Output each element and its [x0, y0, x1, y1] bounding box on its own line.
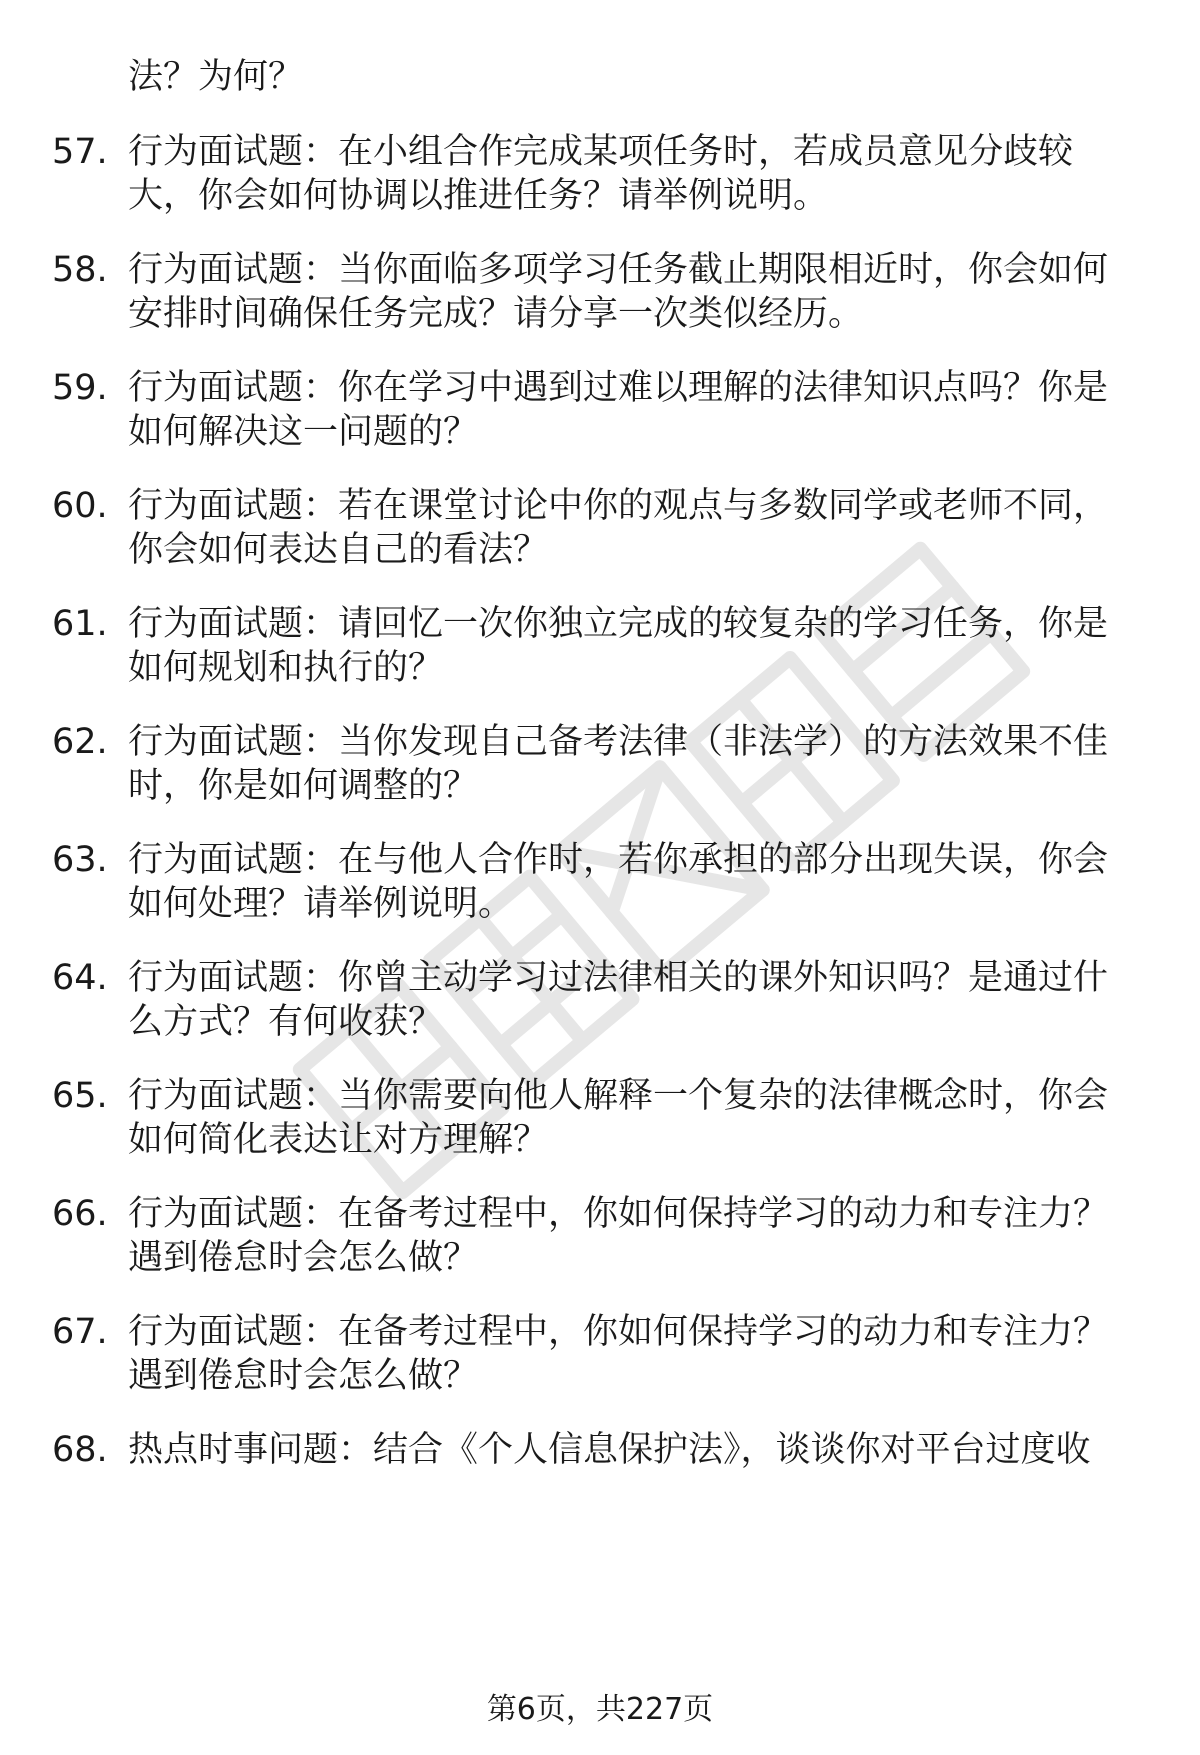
item-63-line-1: 行为面试题：在与他人合作时，若你承担的部分出现失误，你会: [128, 840, 1109, 880]
page-footer: 第6页，共227页: [486, 1692, 714, 1727]
item-60-line-1: 行为面试题：若在课堂讨论中你的观点与多数同学或老师不同，: [128, 486, 1109, 526]
item-61-line-2: 如何规划和执行的？: [128, 648, 444, 688]
item-60-line-2: 你会如何表达自己的看法？: [128, 530, 549, 570]
item-number-63: 63.: [52, 840, 108, 880]
item-59-line-2: 如何解决这一问题的？: [128, 412, 479, 452]
item-number-65: 65.: [52, 1076, 108, 1116]
item-64-line-1: 行为面试题：你曾主动学习过法律相关的课外知识吗？是通过什: [128, 958, 1109, 998]
item-68-line-1: 热点时事问题：结合《个人信息保护法》，谈谈你对平台过度收: [128, 1430, 1091, 1470]
item-number-67: 67.: [52, 1312, 108, 1352]
item-number-68: 68.: [52, 1430, 108, 1470]
item-number-62: 62.: [52, 722, 108, 762]
item-number-58: 58.: [52, 250, 108, 290]
item-number-61: 61.: [52, 604, 108, 644]
item-67-line-1: 行为面试题：在备考过程中，你如何保持学习的动力和专注力？: [128, 1312, 1109, 1352]
item-number-66: 66.: [52, 1194, 108, 1234]
item-number-57: 57.: [52, 132, 108, 172]
item-61-line-1: 行为面试题：请回忆一次你独立完成的较复杂的学习任务，你是: [128, 604, 1109, 644]
item-65-line-2: 如何简化表达让对方理解？: [128, 1120, 549, 1160]
item-57-line-1: 行为面试题：在小组合作完成某项任务时，若成员意见分歧较: [128, 132, 1074, 172]
continuation-text: 法？为何？: [128, 57, 304, 97]
item-66-line-1: 行为面试题：在备考过程中，你如何保持学习的动力和专注力？: [128, 1194, 1109, 1234]
item-64-line-2: 么方式？有何收获？: [128, 1002, 444, 1042]
item-62-line-2: 时，你是如何调整的？: [128, 766, 479, 806]
item-59-line-1: 行为面试题：你在学习中遇到过难以理解的法律知识点吗？你是: [128, 368, 1109, 408]
item-58-line-2: 安排时间确保任务完成？请分享一次类似经历。: [128, 294, 864, 334]
item-67-line-2: 遇到倦怠时会怎么做？: [128, 1356, 479, 1396]
item-62-line-1: 行为面试题：当你发现自己备考法律（非法学）的方法效果不佳: [128, 722, 1109, 762]
item-58-line-1: 行为面试题：当你面临多项学习任务截止期限相近时，你会如何: [128, 250, 1109, 290]
item-57-line-2: 大，你会如何协调以推进任务？请举例说明。: [128, 176, 829, 216]
item-number-64: 64.: [52, 958, 108, 998]
item-63-line-2: 如何处理？请举例说明。: [128, 884, 514, 924]
item-66-line-2: 遇到倦怠时会怎么做？: [128, 1238, 479, 1278]
item-number-60: 60.: [52, 486, 108, 526]
item-65-line-1: 行为面试题：当你需要向他人解释一个复杂的法律概念时，你会: [128, 1076, 1109, 1116]
item-number-59: 59.: [52, 368, 108, 408]
